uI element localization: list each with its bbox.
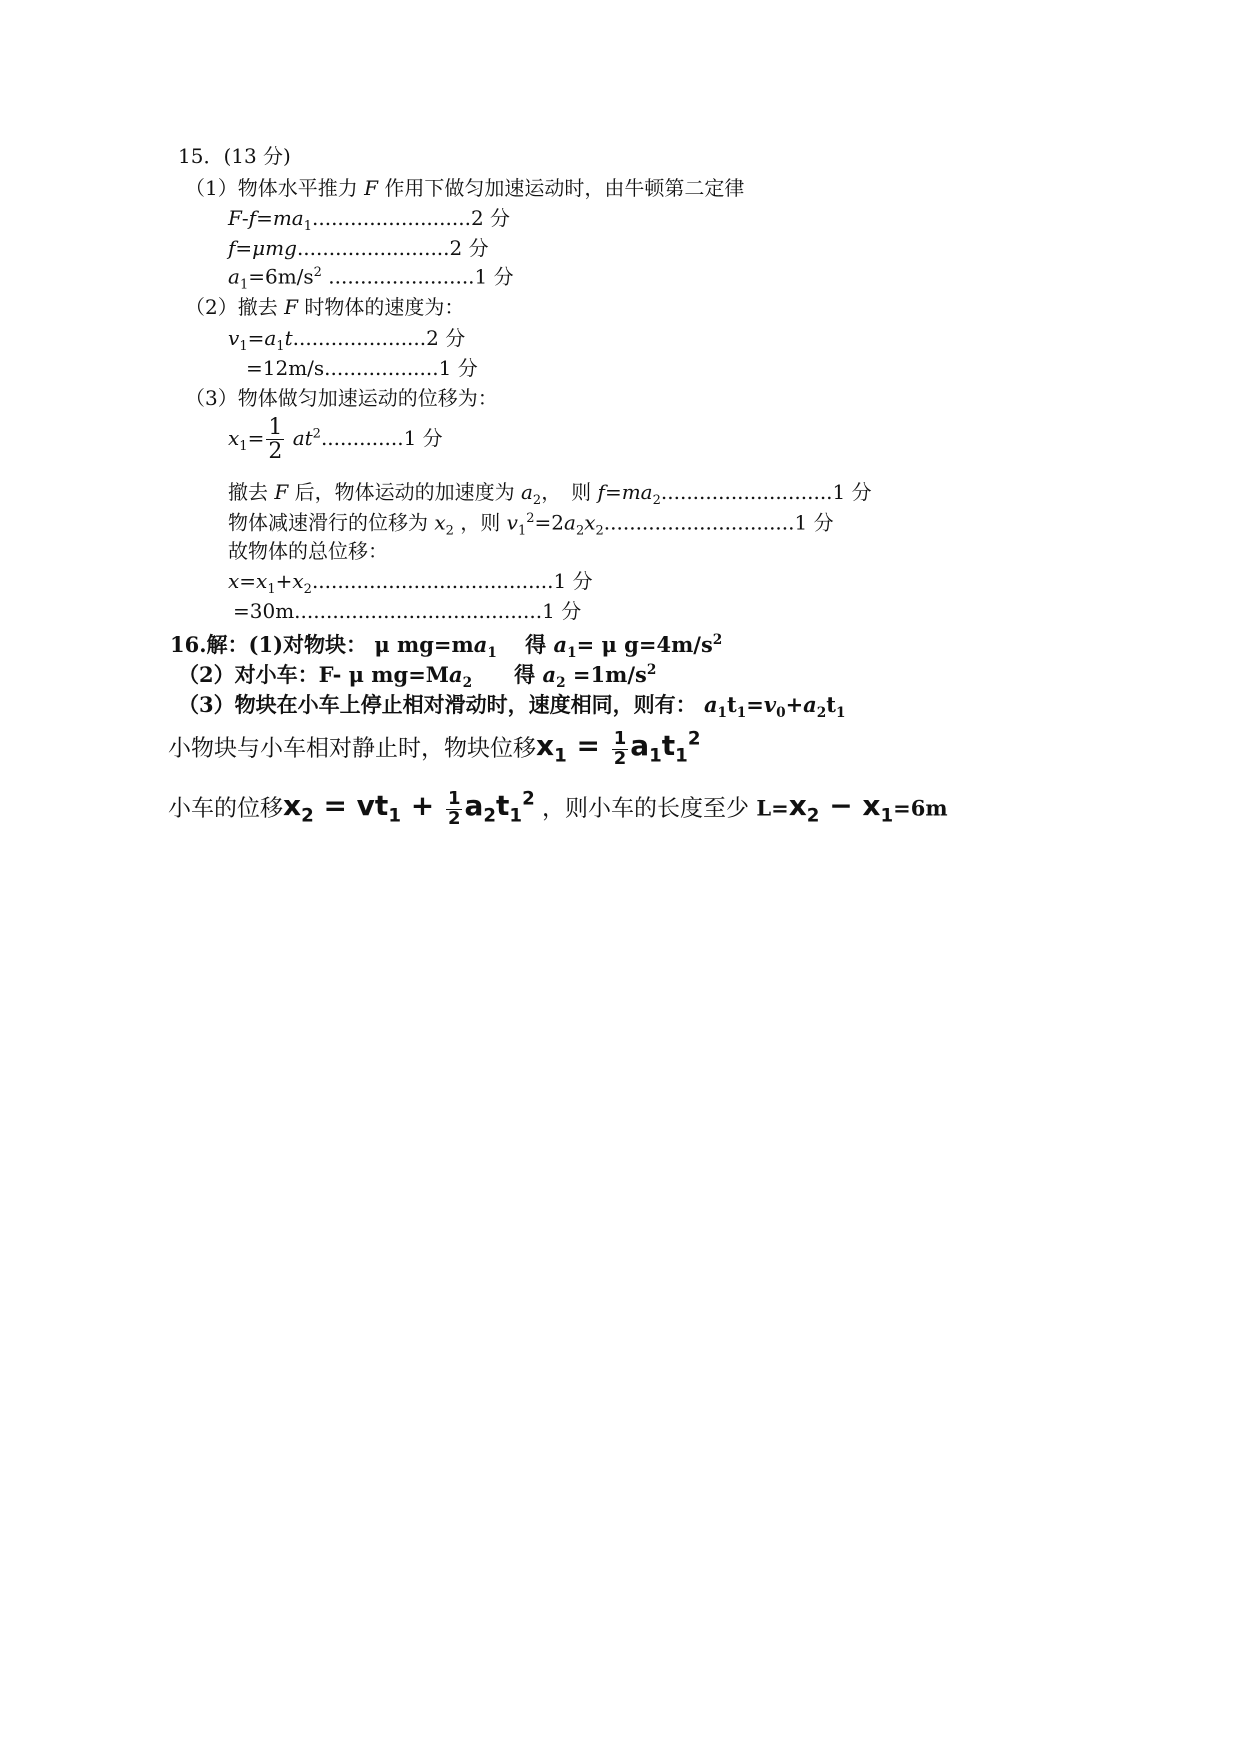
fraction-one-half: $\frac{1}{2}$ — [613, 728, 627, 769]
q15-header: 15．(13 分) — [178, 144, 291, 168]
q15-part1-title: （1）物体水平推力 F 作用下做匀加速运动时，由牛顿第二定律 — [185, 176, 745, 200]
q15-eq-x1: $x_1=$ $\frac{1}{2}$ $at^2.............1$ 分 — [228, 415, 443, 465]
q15-eq-newton: $F-f=ma_1.........................2$ 分 — [228, 206, 511, 234]
q16-line3: （3）物块在小车上停止相对滑动时，速度相同，则有： $a_1t_1=v_0+a_2t_1$ — [178, 692, 846, 722]
q15-eq-a1: $a_1=6m/s^2$ .......................1 分 — [228, 264, 514, 293]
q16-line4: 小物块与小车相对静止时，物块位移$x_1$ = $\frac{1}{2}$ $a_1t_1^2$ — [168, 728, 701, 769]
q15-eq-total-value: =30m.......................................1 分 — [233, 599, 582, 623]
q15-part2-title: （2）撤去 F 时物体的速度为： — [185, 295, 465, 319]
fraction-one-half: $\frac{1}{2}$ — [268, 415, 283, 465]
q16-line1: 16.解：(1)对物块： μ $mg=ma_1$ 得 $a_1= \mu$ $g=4m/s^2$ — [170, 632, 723, 662]
q15-part3-title: （3）物体做匀加速运动的位移为： — [185, 386, 498, 410]
q16-line5: 小车的位移$x_2 = vt_1$ + $\frac{1}{2}$ $a_2t_1^2$ ，则小车的长度至少 $L=x_2 - x_1=6m$ — [168, 788, 948, 829]
q15-eq-friction: f=μmg........................2 分 — [228, 236, 489, 260]
q15-eq-v1: $v_1=a_1t.....................2$ 分 — [228, 326, 466, 354]
q15-line-total-title: 故物体的总位移： — [228, 539, 388, 563]
q15-eq-v1-value: =12m/s..................1 分 — [246, 356, 478, 380]
fraction-one-half: $\frac{1}{2}$ — [447, 788, 461, 829]
q15-line-a2: 撤去 F 后，物体运动的加速度为 $a_2$， 则 $f=ma_2...........................1$ 分 — [228, 480, 872, 508]
q15-eq-total: $x=x_1+x_2......................................1$ 分 — [228, 569, 593, 597]
q16-line2: （2）对小车：F- μ $mg=Ma_2$ 得 $a_2 =1m/s^2$ — [178, 662, 657, 692]
q15-line-x2: 物体减速滑行的位移为 $x_2$ ，则 $v_1^2=2a_2x_2..............................1$ 分 — [228, 510, 834, 539]
